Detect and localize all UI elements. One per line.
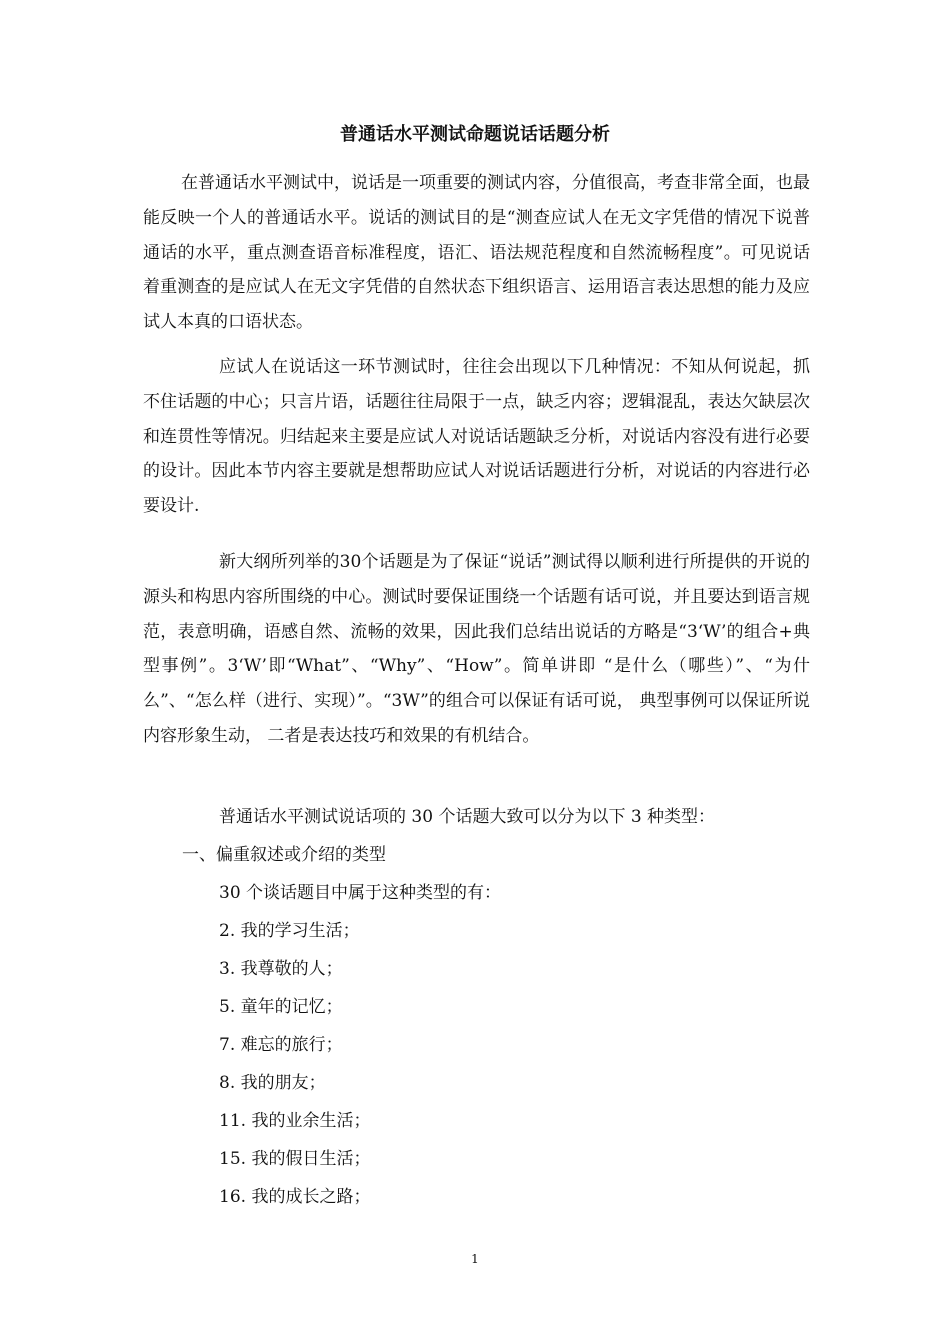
list-item: 15. 我的假日生活； <box>219 1149 371 1169</box>
list-item: 8. 我的朋友； <box>219 1073 326 1093</box>
list-item: 2. 我的学习生活； <box>219 921 360 941</box>
list-item: 11. 我的业余生活； <box>219 1111 371 1131</box>
section-intro: 30 个谈话题目中属于这种类型的有： <box>219 883 502 903</box>
list-item: 5. 童年的记忆； <box>219 997 343 1017</box>
paragraph-2: 应试人在说话这一环节测试时，往往会出现以下几种情况：不知从何说起，抓不住话题的中心；只言片语，话题往往局限于一点，缺乏内容；逻辑混乱，表达欠缺层次和连贯性等情况。归结起来主要是应试人对说话话题缺乏分析，对说话内容没有进行必要的设计。因此本节内容主要就是想帮助应试人对说话话题进行分析，对说话的内容进行必要设计. <box>143 357 810 517</box>
list-item: 3. 我尊敬的人； <box>219 959 343 979</box>
paragraph-3: 新大纲所列举的30个话题是为了保证“说话”测试得以顺利进行所提供的开说的源头和构思内容所围绕的中心。测试时要保证围绕一个话题有话可说，并且要达到语言规范，表意明确，语感自然、流畅的效果，因此我们总结出说话的方略是“3‘W’的组合+典型事例”。3‘W’即“What”、“Why”、“How”。简单讲即 “是什么（哪些）”、“为什么”、“怎么样（进行、实现）”。“3W”的组合可以保证有话可说， 典型事例可以保证所说内容形象生动， 二者是表达技巧和效果的有机结合。 <box>143 552 810 746</box>
list-item: 16. 我的成长之路； <box>219 1187 371 1207</box>
list-item: 7. 难忘的旅行； <box>219 1035 343 1055</box>
section-heading: 一、偏重叙述或介绍的类型 <box>182 845 386 865</box>
document-title: 普通话水平测试命题说话话题分析 <box>340 124 610 145</box>
paragraph-1: 在普通话水平测试中，说话是一项重要的测试内容，分值很高，考查非常全面，也最能反映一个人的普通话水平。说话的测试目的是“测查应试人在无文字凭借的情况下说普通话的水平，重点测查语音标准程度，语汇、语法规范程度和自然流畅程度”。可见说话着重测查的是应试人在无文字凭借的自然状态下组织语言、运用语言表达思想的能力及应试人本真的口语状态。 <box>143 173 810 333</box>
page-number: 1 <box>471 1252 479 1266</box>
types-intro-line: 普通话水平测试说话项的 30 个话题大致可以分为以下 3 种类型： <box>219 807 716 827</box>
